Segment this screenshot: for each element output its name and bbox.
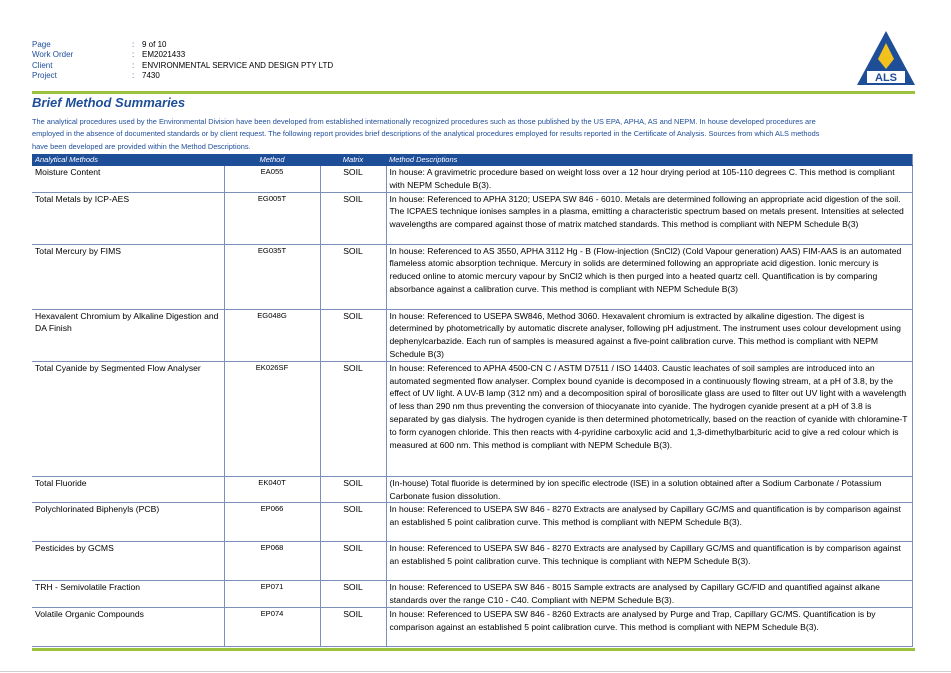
method-code: EP068 xyxy=(224,542,320,581)
logo-text: ALS xyxy=(875,72,897,84)
table-row xyxy=(32,542,912,581)
method-description: In house: Referenced to AS 3550, APHA 3112 Hg - B (Flow-injection (SnCl2) (Cold Vapour generation) AAS) FIM-AAS is an automated flameless atomic absorption technique. Mercury in solids are determined following an appropriate acid digestion. Ionic mercury is reduced online to atomic mercury vapour by SnCl2 which is then purged into a heated quartz cell. Quantification is by comparing absorbance against a calibration curve. This method is compliant with NEPM Schedule B(3) xyxy=(386,244,912,309)
analytical-method-name: Moisture Content xyxy=(32,166,224,193)
analytical-method-name: Polychlorinated Biphenyls (PCB) xyxy=(32,503,224,542)
analytical-method-name: Pesticides by GCMS xyxy=(32,542,224,581)
method-code: EP074 xyxy=(224,607,320,646)
matrix: SOIL xyxy=(320,542,386,581)
page-title: Brief Method Summaries xyxy=(32,95,186,110)
method-description: In house: Referenced to APHA 4500-CN C / ASTM D7511 / ISO 14403. Caustic leachates of soil samples are introduced into an automated segmented flow analyser. Complex bound cyanide is decomposed in a continuously flowing stream, at a pH of 3.8, by the effect of UV light. A UV-B lamp (312 nm) and a decomposition spiral of borosilicate glass are used to filter out UV light with a wavelength of less than 290 nm thus preventing the conversion of thiocyanate into cyanide. The hydrogen cyanide present at a pH of 3.8 is separated by gas dialysis. The hydrogen cyanide is then determined photometrically, based on the reaction of cyanide with chloramine-T to form cyanogen chloride. This then reacts with 4-pyridine carboxylic acid and 1,3-dimethylbarbituric acid to give a red colour which is measured at 600 nm. This method is compliant with NEPM Schedule B(3). xyxy=(386,361,912,476)
method-code: EA055 xyxy=(224,166,320,193)
meta-label: Page xyxy=(32,40,51,49)
analytical-method-name: TRH - Semivolatile Fraction xyxy=(32,581,224,608)
als-logo xyxy=(855,29,917,89)
header-method-descriptions: Method Descriptions xyxy=(386,154,912,166)
matrix: SOIL xyxy=(320,166,386,193)
method-code: EG005T xyxy=(224,192,320,244)
method-code: EK040T xyxy=(224,476,320,503)
table-row xyxy=(32,244,912,309)
intro-paragraph: The analytical procedures used by the Environmental Division have been developed from established internationally recognized procedures such as those published by the US EPA, APHA, AS and NEPM. In house developed procedures are employed in the absence of documented standards or by client request. The following report provides brief descriptions of the analytical procedures employed for results reported in the Certificate of Analysis. Sources from which ALS methods have been developed are provided within the Method Descriptions. xyxy=(32,117,820,151)
meta-value: EM2021433 xyxy=(142,50,186,60)
matrix: SOIL xyxy=(320,361,386,476)
meta-label: Project xyxy=(32,70,57,80)
meta-row-page xyxy=(32,40,892,50)
method-code: EP071 xyxy=(224,581,320,608)
table-row xyxy=(32,476,912,503)
page-edge-line xyxy=(0,671,951,672)
matrix: SOIL xyxy=(320,581,386,608)
meta-colon: : xyxy=(132,40,135,49)
method-code: EP066 xyxy=(224,503,320,542)
meta-colon: : xyxy=(132,70,135,80)
bottom-divider xyxy=(32,648,915,651)
table-row xyxy=(32,503,912,542)
table-header-row xyxy=(32,154,912,166)
meta-colon: : xyxy=(132,50,135,60)
method-description: In house: Referenced to USEPA SW 846 - 8270 Extracts are analysed by Capillary GC/MS and quantification is by comparison against an established 5 point calibration curve. This technique is compliant with NEPM Schedule B(3). xyxy=(386,542,912,581)
method-description: (In-house) Total fluoride is determined by ion specific electrode (ISE) in a solution obtained after a Sodium Carbonate / Potassium Carbonate fusion dissolution. xyxy=(386,476,912,503)
table-row xyxy=(32,607,912,646)
method-code: EK026SF xyxy=(224,361,320,476)
method-description: In house: Referenced to USEPA SW 846 - 8260 Extracts are analysed by Purge and Trap, Capillary GC/MS. Quantification is by comparison against an established 5 point calibration curve. This method is compliant with NEPM Schedule B(3). xyxy=(386,607,912,646)
table-row xyxy=(32,581,912,608)
matrix: SOIL xyxy=(320,607,386,646)
method-description: In house: Referenced to USEPA SW 846 - 8270 Extracts are analysed by Capillary GC/MS and quantification is by comparison against an established 5 point calibration curve. This method is compliant with NEPM Schedule B(3). xyxy=(386,503,912,542)
analytical-method-name: Hexavalent Chromium by Alkaline Digestion and DA Finish xyxy=(32,309,224,361)
header-analytical-methods: Analytical Methods xyxy=(32,154,224,166)
analytical-method-name: Total Metals by ICP-AES xyxy=(32,192,224,244)
table-row xyxy=(32,361,912,476)
matrix: SOIL xyxy=(320,503,386,542)
header-matrix: Matrix xyxy=(320,154,386,166)
report-header xyxy=(32,40,892,81)
header-method: Method xyxy=(224,154,320,166)
analytical-method-name: Total Fluoride xyxy=(32,476,224,503)
matrix: SOIL xyxy=(320,244,386,309)
method-code: EG035T xyxy=(224,244,320,309)
table-row xyxy=(32,309,912,361)
method-code: EG048G xyxy=(224,309,320,361)
meta-row-client xyxy=(32,61,892,71)
matrix: SOIL xyxy=(320,309,386,361)
method-description: In house: Referenced to USEPA SW 846 - 8015 Sample extracts are analysed by Capillary GC/FID and quantified against alkane standards over the range C10 - C40. Compliant with NEPM Schedule B(3). xyxy=(386,581,912,608)
meta-value: ENVIRONMENTAL SERVICE AND DESIGN PTY LTD xyxy=(142,60,334,70)
method-description: In house: A gravimetric procedure based on weight loss over a 12 hour drying period at 105-110 degrees C. This method is compliant with NEPM Schedule B(3). xyxy=(386,166,912,193)
method-description: In house: Referenced to APHA 3120; USEPA SW 846 - 6010. Metals are determined following an appropriate acid digestion of the soil. The ICPAES technique ionises samples in a plasma, emitting a characteristic spectrum based on metals present. Intensities at selected wavelengths are compared against those of matrix matched standards. This method is compliant with NEPM Schedule B(3) xyxy=(386,192,912,244)
meta-value: 9 of 10 xyxy=(142,40,167,49)
meta-row-work-order xyxy=(32,50,892,60)
meta-row-project xyxy=(32,71,892,81)
analytical-method-name: Volatile Organic Compounds xyxy=(32,607,224,646)
table-row xyxy=(32,192,912,244)
method-description: In house: Referenced to USEPA SW846, Method 3060. Hexavalent chromium is extracted by alkaline digestion. The digest is determined by photometrically by automatic discrete analyser, following pH adjustment. The instrument uses colour development using dephenylcarbazide. Each run of samples is measured against a five-point calibration curve. This method is compliant with NEPM Schedule B(3) xyxy=(386,309,912,361)
table-row xyxy=(32,166,912,193)
method-summary-table xyxy=(32,154,913,647)
matrix: SOIL xyxy=(320,192,386,244)
analytical-method-name: Total Mercury by FIMS xyxy=(32,244,224,309)
meta-label: Client xyxy=(32,60,53,70)
matrix: SOIL xyxy=(320,476,386,503)
top-divider xyxy=(32,91,915,94)
meta-value: 7430 xyxy=(142,70,160,80)
meta-colon: : xyxy=(132,60,135,70)
meta-label: Work Order xyxy=(32,50,74,60)
analytical-method-name: Total Cyanide by Segmented Flow Analyser xyxy=(32,361,224,476)
